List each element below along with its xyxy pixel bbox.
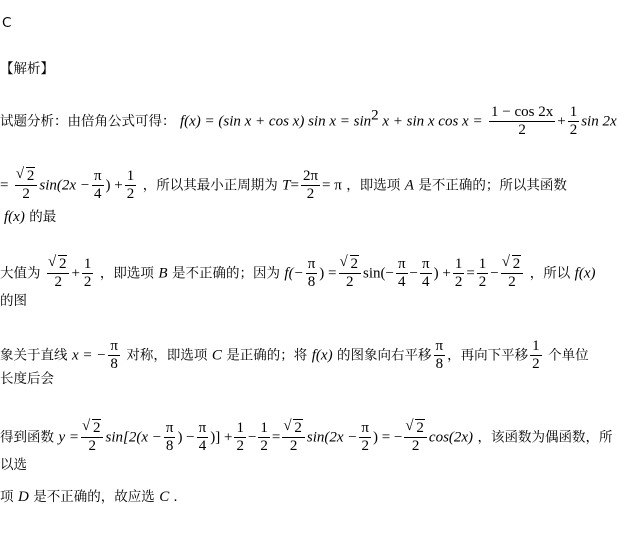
derivation-line-3b: 的图 (0, 293, 27, 309)
fraction: $\frac{1}{2}$ (236, 420, 244, 454)
fraction: $\frac{2\pi}{2}$ (302, 168, 319, 202)
fraction: √ $\frac{2}{2}$ (404, 420, 427, 455)
fraction: √ $\frac{2}{2}$ (15, 168, 38, 203)
fraction: √ $\frac{2}{2}$ (81, 420, 104, 455)
fraction: $\frac{1}{2}$ (478, 256, 487, 290)
derivation-line-4: 象关于直线 x = − $\frac{\pi}{8}$ 对称，即选项 C 是正确的；将 f(x) 的图象向右平移 $\frac{\pi}{8}$ ，再向下平移 $\frac{1}{2}$ 个单位 (0, 338, 589, 372)
fraction: √ $\frac{2}{2}$ (282, 420, 305, 455)
fraction: $\frac{1}{2}$ (126, 168, 135, 202)
fraction: $\frac{\pi}{4}$ (397, 256, 406, 290)
fraction: √ $\frac{2}{2}$ (47, 256, 70, 291)
fraction: $\frac{\pi}{4}$ (198, 420, 207, 454)
derivation-line-2: = √ $\frac{2}{2}$ sin(2x − $\frac{\pi}{4}$ ) + $\frac{1}{2}$ ，所以其最小正周期为 T= $\frac{2\pi}{2}$ = π ，即选项 A 是不正确的；所以其函数 (0, 168, 567, 203)
fraction: $\frac{1}{2}$ (569, 104, 578, 138)
fraction: √ $\frac{2}{2}$ (501, 256, 524, 291)
derivation-line-2b: f(x) 的最 (4, 209, 57, 225)
fraction: $\frac{1}{2}$ (260, 420, 268, 454)
fraction: $\frac{1}{2}$ (454, 256, 463, 290)
fraction: $\frac{1}{2}$ (532, 338, 540, 372)
derivation-line-3: 大值为 √ $\frac{2}{2}$ + $\frac{1}{2}$ ，即选项 B 是不正确的；因为 f(− $\frac{\pi}{8}$ ) = √ $\frac{2}{2}$ sin(− $\frac{\pi}{4}$ − $\frac{\pi}{4}$ ) + $\frac{1}{2}$ = $\frac{1}{2}$ − √ $\frac{2}{2}$ ，所以 f(x) (0, 256, 595, 291)
fraction: $\frac{1}{2}$ (83, 256, 92, 290)
fraction: $\frac{\pi}{8}$ (307, 256, 316, 290)
fraction: $\frac{\pi}{8}$ (165, 420, 174, 454)
answer-letter: C (2, 15, 12, 31)
fraction: √ $\frac{2}{2}$ (339, 256, 362, 291)
fraction: $\frac{\pi}{8}$ (435, 338, 444, 372)
derivation-line-6: 项 D 是不正确的，故应选 C . (0, 489, 178, 505)
derivation-line-5b: 以选 (0, 457, 27, 473)
fraction: $\frac{\pi}{2}$ (361, 420, 369, 454)
fraction: $\frac{1 - \cos 2x}{2}$ (491, 104, 554, 138)
fraction: $\frac{\pi}{4}$ (93, 168, 102, 202)
derivation-line-5: 得到函数 y = √ $\frac{2}{2}$ sin[2(x − $\frac{\pi}{8}$ ) − $\frac{\pi}{4}$ )] + $\frac{1}{2}$ − $\frac{1}{2}$ = √ $\frac{2}{2}$ sin(2x − $\frac{\pi}{2}$ ) = − √ $\frac{2}{2}$ cos(2x) ，该函数为偶函数，所 (0, 420, 613, 455)
fraction: $\frac{\pi}{8}$ (110, 338, 118, 372)
analysis-heading: 【解析】 (0, 61, 54, 77)
derivation-line-4b: 长度后会 (0, 371, 54, 387)
derivation-line-1: 试题分析：由倍角公式可得： f(x) = (sin x + cos x) $\sin x = \sin^2 x + \sin x$ cos x = $\frac{1 - \cos 2x}{2}$ + $\frac{1}{2}$ sin 2x (0, 104, 617, 138)
fraction: $\frac{\pi}{4}$ (422, 256, 430, 290)
